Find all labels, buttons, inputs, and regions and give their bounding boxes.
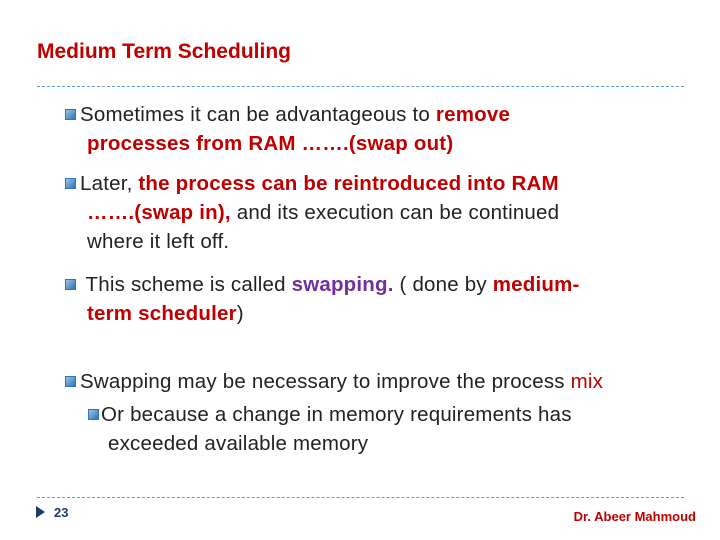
square-bullet-icon: [65, 376, 76, 387]
bullet-3-close-paren: ): [236, 302, 244, 325]
square-bullet-icon: [65, 279, 76, 290]
square-bullet-icon: [65, 109, 76, 120]
bullet-2-reintroduced: the process can be reintroduced into RAM: [138, 172, 559, 195]
bullet-2-swap-in: …….(swap in),: [87, 201, 231, 224]
bullet-3-swapping: swapping.: [291, 273, 394, 296]
top-divider: [37, 86, 684, 87]
bullet-swap-in: [65, 169, 705, 256]
bullet-4-text-a: Swapping may be necessary to improve the process: [80, 370, 571, 393]
bullet-3-medium: medium-: [492, 273, 580, 296]
sub-bullet-memory: [88, 400, 708, 458]
bullet-3-text-c: ( done by: [393, 273, 493, 296]
bottom-divider: [37, 497, 684, 498]
bullet-3-text-a: This scheme is called: [80, 273, 292, 296]
bullet-4-mix: mix: [570, 370, 604, 393]
triangle-arrow-icon: [36, 506, 45, 518]
slide-title: Medium Term Scheduling: [37, 40, 291, 63]
bullet-2-text-b: and its execution can be continued: [230, 201, 560, 224]
bullet-1-text-a: Sometimes it can be advantageous to: [80, 103, 436, 126]
bullet-1-line-2: processes from RAM …….(swap out): [87, 132, 454, 155]
bullet-3-term-scheduler: term scheduler: [87, 302, 237, 325]
bullet-1-remove: remove: [435, 103, 511, 126]
bullet-2-text-a: Later,: [80, 172, 139, 195]
bullet-swapping-definition: [65, 270, 705, 328]
author-name: Dr. Abeer Mahmoud: [573, 509, 696, 524]
square-bullet-icon: [65, 178, 76, 189]
square-bullet-icon: [88, 409, 99, 420]
page-number: 23: [54, 505, 69, 520]
bullet-2-line-3: where it left off.: [87, 230, 230, 253]
bullet-swapping-necessity: [65, 367, 705, 396]
sub-bullet-line-1: Or because a change in memory requirements has: [101, 403, 572, 426]
bullet-swap-out: [65, 100, 705, 158]
sub-bullet-line-2: exceeded available memory: [108, 432, 369, 455]
